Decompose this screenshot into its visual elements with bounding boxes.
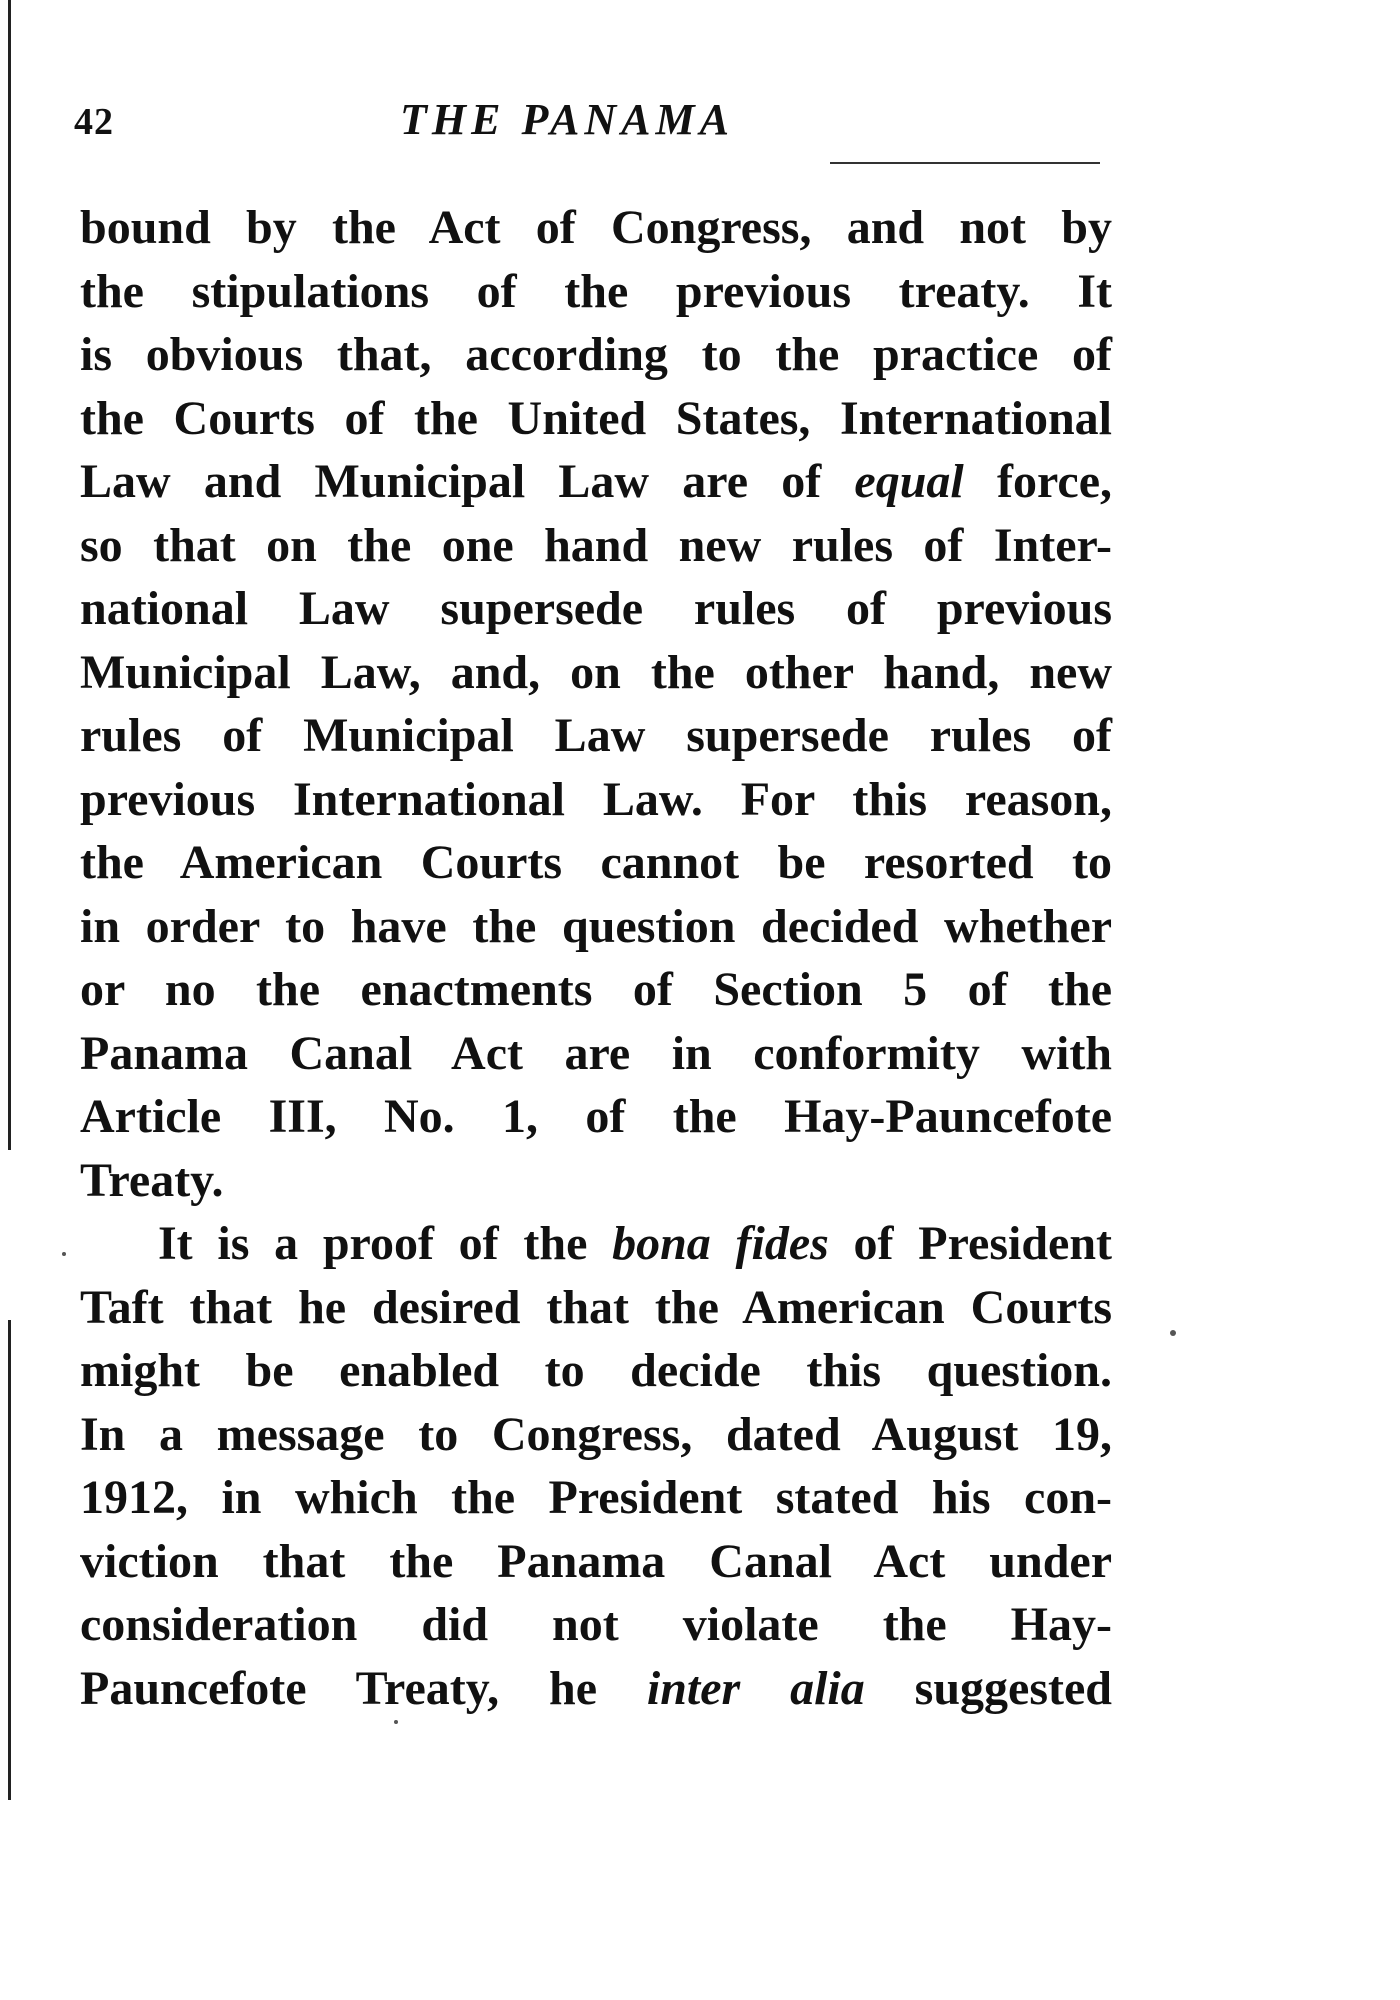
- text-run: Pauncefote Treaty, he: [80, 1661, 647, 1715]
- text-run: Article III, No. 1, of the Hay-Pauncefote: [80, 1090, 1112, 1143]
- text-line: [80, 1149, 1112, 1213]
- text-run: or no the enactments of Section 5 of the: [80, 963, 1112, 1016]
- text-line: [80, 1339, 1112, 1403]
- text-run: consideration did not violate the Hay-: [80, 1598, 1112, 1651]
- text-run: Treaty.: [80, 1153, 224, 1207]
- print-speck: [394, 1720, 398, 1724]
- text-line: [80, 577, 1112, 641]
- text-run: Panama Canal Act are in conformity with: [80, 1026, 1112, 1080]
- text-run: national Law supersede rules of previous: [80, 582, 1112, 635]
- body-text: [80, 196, 1112, 1720]
- text-run: the American Courts cannot be resorted to: [80, 836, 1112, 889]
- page-edge-line: [8, 1320, 11, 1800]
- text-run: might be enabled to decide this question.: [80, 1344, 1112, 1397]
- page-edge-line: [8, 0, 11, 1150]
- text-line: [80, 831, 1112, 895]
- text-line: [80, 641, 1112, 705]
- text-run: Taft that he desired that the American Courts: [80, 1280, 1112, 1334]
- print-speck: [1170, 1330, 1176, 1336]
- text-line: [80, 1530, 1112, 1594]
- text-line: [80, 1022, 1112, 1086]
- text-run: 1912, in which the President stated his con-: [80, 1471, 1112, 1524]
- text-run: rules of Municipal Law supersede rules of: [80, 709, 1112, 762]
- text-line: [80, 260, 1112, 324]
- text-line: [80, 1593, 1112, 1657]
- text-run: Municipal Law, and, on the other hand, new: [80, 645, 1112, 699]
- text-run: the stipulations of the previous treaty. It: [80, 264, 1112, 318]
- paragraph: [80, 1212, 1112, 1720]
- text-run: Law and Municipal Law are of: [80, 455, 855, 508]
- italic-phrase: bona fides: [612, 1217, 829, 1270]
- running-title: THE PANAMA: [400, 95, 735, 144]
- text-run: in order to have the question decided whether: [80, 899, 1112, 953]
- italic-phrase: equal: [854, 455, 964, 508]
- header-rule: [830, 162, 1100, 164]
- text-line: [80, 196, 1112, 260]
- text-line: [80, 1403, 1112, 1467]
- text-run: previous International Law. For this reason,: [80, 772, 1112, 826]
- paragraph: [80, 196, 1112, 1212]
- text-run: the Courts of the United States, International: [80, 391, 1112, 445]
- text-line: [80, 1466, 1112, 1530]
- italic-phrase: inter alia: [646, 1661, 865, 1715]
- text-line: [80, 704, 1112, 768]
- text-run: force,: [963, 455, 1113, 508]
- text-run: bound by the Act of Congress, and not by: [80, 201, 1112, 254]
- text-run: suggested: [864, 1661, 1112, 1715]
- text-line: [80, 895, 1112, 959]
- text-run: It is a proof of the: [158, 1217, 613, 1270]
- text-line: [80, 323, 1112, 387]
- text-run: In a message to Congress, dated August 19,: [80, 1407, 1112, 1461]
- print-speck: [62, 1252, 66, 1256]
- text-line: [80, 768, 1112, 832]
- text-run: is obvious that, according to the practice of: [80, 328, 1112, 381]
- text-line: [80, 958, 1112, 1022]
- text-line: [80, 1212, 1112, 1276]
- text-line: [80, 1085, 1112, 1149]
- text-run: so that on the one hand new rules of Inter-: [80, 518, 1112, 572]
- text-run: of President: [828, 1217, 1113, 1270]
- text-run: viction that the Panama Canal Act under: [80, 1534, 1112, 1588]
- page-number: 42: [74, 101, 114, 143]
- text-line: [80, 450, 1112, 514]
- text-line: [80, 1276, 1112, 1340]
- text-line: [80, 387, 1112, 451]
- text-line: [80, 514, 1112, 578]
- text-line: [80, 1657, 1112, 1721]
